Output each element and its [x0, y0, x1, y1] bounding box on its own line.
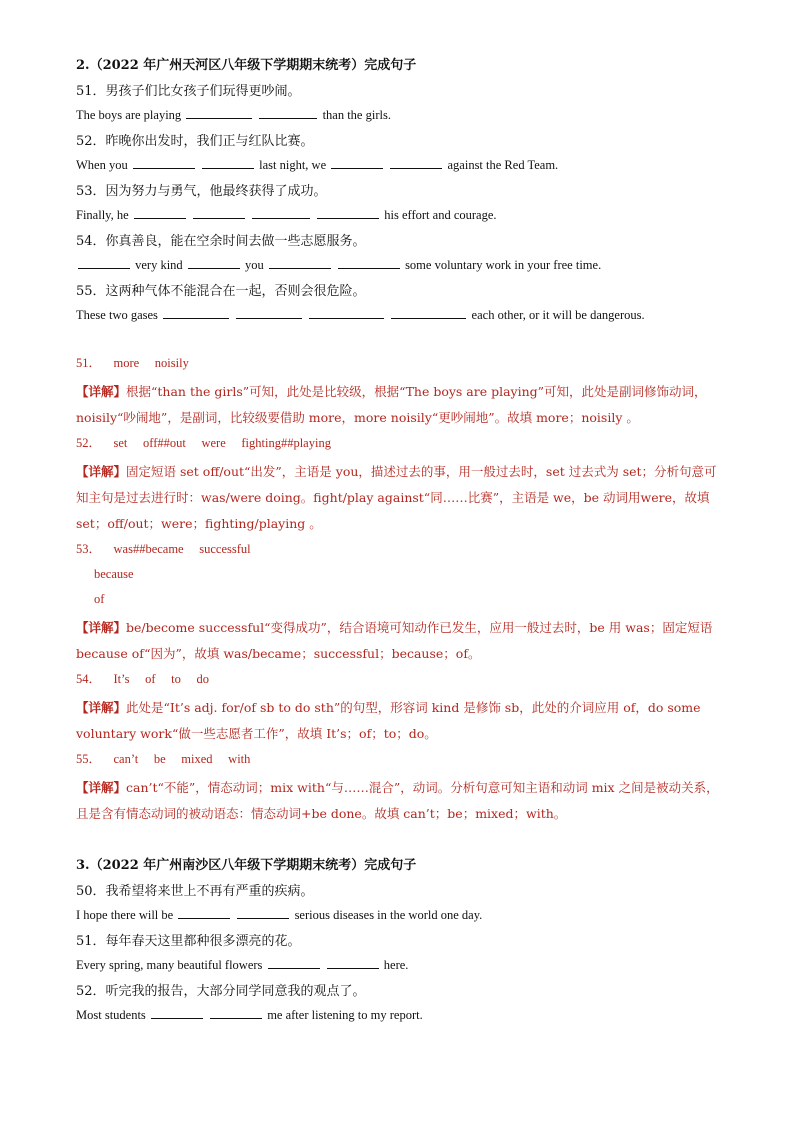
answer-53-sub-of: of — [94, 592, 105, 606]
question-3-50-chinese: 50．我希望将来世上不再有严重的疾病。 — [76, 884, 314, 899]
answer-blank[interactable] — [317, 206, 379, 219]
answer-blank[interactable] — [188, 256, 240, 269]
question-51-english: The boys are playing than the girls. — [76, 108, 391, 122]
answer-blank[interactable] — [178, 906, 230, 919]
detail-tag: 【详解】 — [76, 780, 127, 795]
question-55-english: These two gases each other, or it will be dangerous. — [76, 308, 645, 322]
answer-blank[interactable] — [193, 206, 245, 219]
question-52-chinese: 52．昨晚你出发时，我们正与红队比赛。 — [76, 134, 314, 149]
answer-52-detail: 【详解】固定短语 set off/out“出发”，主语是 you，描述过去的事，用一般过去时，set 过去式为 set；分析句意可知主句是过去进行时：was/were doing。fight/play against“同……比赛”，主语是 we，be 动词用were，故填 set；off/out；were；fighting/playing 。 — [76, 464, 717, 531]
section-3-title: 3.（2022 年广州南沙区八年级下学期期末统考）完成句子 — [76, 858, 417, 873]
detail-tag: 【详解】 — [76, 464, 127, 479]
question-3-50-english: I hope there will be serious diseases in the world one day. — [76, 908, 483, 922]
answer-blank[interactable] — [391, 306, 466, 319]
answer-blank[interactable] — [331, 156, 383, 169]
answer-blank[interactable] — [338, 256, 400, 269]
spacer — [76, 332, 726, 354]
question-3-52-english: Most students me after listening to my report. — [76, 1008, 423, 1022]
question-52-english: When you last night, we against the Red Team. — [76, 158, 559, 172]
answer-blank[interactable] — [390, 156, 442, 169]
answer-blank[interactable] — [163, 306, 229, 319]
answer-blank[interactable] — [210, 1006, 262, 1019]
answer-blank[interactable] — [268, 956, 320, 969]
spacer — [76, 830, 726, 856]
question-51-chinese: 51．男孩子们比女孩子们玩得更吵闹。 — [76, 84, 301, 99]
answer-51-detail: 【详解】根据“than the girls”可知，此处是比较级，根据“The boys are playing”可知，此处是副词修饰动词，noisily“吵闹地”，是副词，比较级要借助 more，more noisily“更吵闹地”。故填 more；noisily 。 — [76, 384, 707, 425]
answer-blank[interactable] — [133, 156, 195, 169]
question-3-52-chinese: 52．听完我的报告，大部分同学同意我的观点了。 — [76, 984, 366, 999]
answer-53-line: 53． was##became successful — [76, 542, 251, 556]
answer-51-line: 51． more noisily — [76, 356, 189, 370]
answer-blank[interactable] — [236, 306, 302, 319]
answer-55-detail: 【详解】can’t“不能”，情态动词；mix with“与……混合”，动词。分析句意可知主语和动词 mix 之间是被动关系， 且是含有情态动词的被动语态：情态动词+be done。故填 can’t；be；mixed；with。 — [76, 780, 719, 821]
answer-54-line: 54． It’s of to do — [76, 672, 209, 686]
question-54-english: very kind you some voluntary work in your free time. — [76, 256, 726, 275]
answer-blank[interactable] — [151, 1006, 203, 1019]
answer-blank[interactable] — [202, 156, 254, 169]
answer-53-detail: 【详解】be/become successful“变得成功”，结合语境可知动作已发生，应用一般过去时，be 用 was；固定短语 because of“因为”，故填 was/became；successful；because；of。 — [76, 620, 713, 661]
question-3-51-english: Every spring, many beautiful flowers here. — [76, 958, 409, 972]
question-53-english: Finally, he his effort and courage. — [76, 208, 497, 222]
answer-blank[interactable] — [237, 906, 289, 919]
detail-tag: 【详解】 — [76, 620, 127, 635]
document-page — [76, 56, 726, 1032]
answer-55-line: 55． can’t be mixed with — [76, 752, 251, 766]
answer-54-detail: 【详解】此处是“It’s adj. for/of sb to do sth”的句型，形容词 kind 是修饰 sb，此处的介词应用 of，do some voluntary work“做一些志愿者工作”，故填 It’s；of；to；do。 — [76, 700, 701, 741]
answer-blank[interactable] — [134, 206, 186, 219]
question-53-chinese: 53．因为努力与勇气，他最终获得了成功。 — [76, 184, 327, 199]
answer-blank[interactable] — [259, 106, 317, 119]
detail-tag: 【详解】 — [76, 700, 127, 715]
answer-blank[interactable] — [186, 106, 252, 119]
answer-blank[interactable] — [327, 956, 379, 969]
answer-blank[interactable] — [252, 206, 310, 219]
question-54-chinese: 54．你真善良，能在空余时间去做一些志愿服务。 — [76, 234, 366, 249]
answer-52-line: 52． set off##out were fighting##playing — [76, 436, 331, 450]
section-2-title: 2.（2022 年广州天河区八年级下学期期末统考）完成句子 — [76, 58, 417, 73]
question-55-chinese: 55．这两种气体不能混合在一起，否则会很危险。 — [76, 284, 366, 299]
detail-tag: 【详解】 — [76, 384, 127, 399]
answer-blank[interactable] — [269, 256, 331, 269]
answer-blank[interactable] — [309, 306, 384, 319]
answer-blank[interactable] — [78, 256, 130, 269]
answer-53-sub-because: because — [94, 567, 134, 581]
question-3-51-chinese: 51．每年春天这里都种很多漂亮的花。 — [76, 934, 301, 949]
